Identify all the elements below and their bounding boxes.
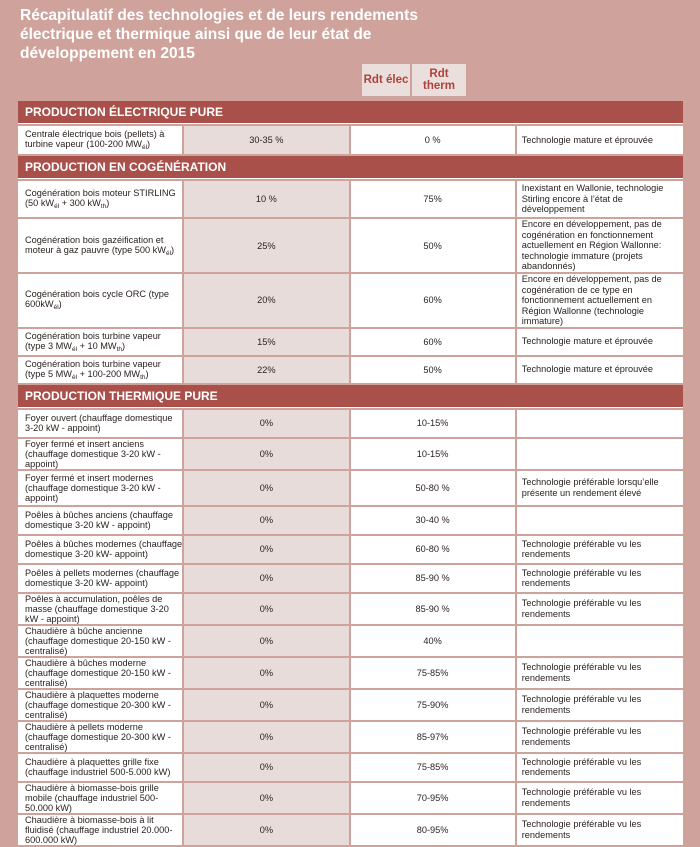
technology-table — [18, 99, 683, 847]
table-row — [18, 357, 683, 383]
development-comment — [517, 507, 683, 534]
section-label: PRODUCTION THERMIQUE PURE — [18, 385, 683, 408]
development-comment: Inexistant en Wallonie, technologie Stirling encore à l’état de développement — [517, 181, 683, 217]
technology-name — [18, 722, 184, 752]
table-row — [18, 126, 683, 154]
development-comment: Technologie préférable vu les rendements — [517, 754, 683, 781]
column-header-rdt-therm: Rdt therm — [412, 64, 466, 96]
technology-name-part: + 10 MW — [77, 340, 117, 351]
technology-name — [18, 754, 184, 781]
rdt-elec-value: 0% — [184, 471, 350, 505]
rdt-elec-value: 0% — [184, 565, 350, 592]
technology-name — [18, 783, 184, 813]
technology-name-part: él — [53, 304, 59, 312]
technology-name-part: th — [140, 373, 146, 381]
table-row — [18, 815, 683, 845]
technology-name-part: Chaudière à biomasse-bois grille mobile (chauffage industriel 500-50.000 kW) — [25, 782, 159, 813]
development-comment: Technologie préférable vu les rendements — [517, 815, 683, 845]
technology-name-part: Chaudière à bûche ancienne (chauffage domestique 20-150 kW - centralisé) — [25, 625, 171, 656]
development-comment: Technologie mature et éprouvée — [517, 126, 683, 154]
table-row — [18, 565, 683, 592]
technology-name-part: Chaudière à pellets moderne (chauffage domestique 20-300 kW - centralisé) — [25, 721, 171, 752]
technology-name-part: él — [141, 144, 148, 151]
technology-name — [18, 815, 184, 845]
technology-name — [18, 126, 184, 154]
technology-name — [18, 410, 184, 437]
development-comment — [517, 439, 683, 469]
technology-name-part: ) — [106, 198, 110, 208]
technology-name-part: Foyer fermé et insert modernes (chauffage domestique 3-20 kW - appoint) — [25, 472, 161, 503]
development-comment: Technologie préférable vu les rendements — [517, 658, 683, 688]
rdt-elec-value: 22% — [184, 357, 350, 383]
rdt-elec-value: 0% — [184, 690, 350, 720]
technology-name — [18, 329, 184, 355]
technology-name-part: él — [165, 249, 172, 257]
technology-name-part: ) — [58, 299, 62, 310]
development-comment — [517, 410, 683, 437]
technology-name-part: th — [100, 203, 107, 210]
development-comment: Technologie préférable vu les rendements — [517, 536, 683, 563]
development-comment: Technologie préférable vu les rendements — [517, 690, 683, 720]
technology-name-part: + 100-200 MW — [77, 368, 141, 379]
rdt-therm-value: 60% — [351, 274, 517, 327]
rdt-elec-value: 0% — [184, 815, 350, 845]
rdt-therm-value: 60% — [351, 329, 517, 355]
rdt-elec-value: 0% — [184, 594, 350, 624]
technology-name-part: Poêles à accumulation, poêles de masse (chauffage domestique 3-20 kW - appoint) — [25, 593, 169, 624]
technology-name — [18, 536, 184, 563]
rdt-therm-value: 50% — [351, 357, 517, 383]
technology-name-part: ) — [171, 244, 175, 255]
rdt-elec-value: 30-35 % — [184, 126, 350, 154]
table-row — [18, 783, 683, 813]
rdt-elec-value: 0% — [184, 722, 350, 752]
technology-name-part: Chaudière à bûches moderne (chauffage domestique 20-150 kW - centralisé) — [25, 657, 171, 688]
technology-name-part: Cogénération bois turbine vapeur (type 3 MW — [25, 330, 161, 351]
technology-name-part: él — [54, 203, 60, 210]
rdt-therm-value: 0 % — [351, 126, 517, 154]
rdt-elec-value: 0% — [184, 507, 350, 534]
table-row — [18, 471, 683, 505]
rdt-elec-value: 0% — [184, 439, 350, 469]
rdt-therm-value: 40% — [351, 626, 517, 656]
technology-name-part: th — [116, 345, 123, 353]
rdt-therm-value: 85-97% — [351, 722, 517, 752]
rdt-elec-value: 10 % — [184, 181, 350, 217]
rdt-elec-value: 25% — [184, 219, 350, 272]
technology-name-part: Foyer fermé et insert anciens (chauffage domestique 3-20 kW - appoint) — [25, 438, 161, 469]
technology-name-part: ) — [147, 139, 151, 149]
development-comment: Technologie préférable lorsqu’elle présente un rendement élevé — [517, 471, 683, 505]
rdt-therm-value: 10-15% — [351, 439, 517, 469]
table-row — [18, 329, 683, 355]
technology-name — [18, 658, 184, 688]
technology-name — [18, 507, 184, 534]
rdt-therm-value: 75-85% — [351, 754, 517, 781]
technology-name-part: Cogénération bois turbine vapeur (type 5 MW — [25, 358, 161, 379]
rdt-therm-value: 80-95% — [351, 815, 517, 845]
rdt-therm-value: 85-90 % — [351, 594, 517, 624]
technology-name — [18, 626, 184, 656]
table-row — [18, 722, 683, 752]
rdt-elec-value: 0% — [184, 626, 350, 656]
technology-name-part: + 300 kW — [59, 198, 101, 208]
rdt-therm-value: 30-40 % — [351, 507, 517, 534]
technology-name-part: Cogénération bois cycle ORC (type 600kW — [25, 289, 170, 310]
technology-name-part: Poêles à bûches anciens (chauffage domestique 3-20 kW - appoint) — [25, 510, 173, 530]
rdt-therm-value: 85-90 % — [351, 565, 517, 592]
development-comment: Technologie préférable vu les rendements — [517, 565, 683, 592]
development-comment: Encore en développement, pas de cogénération en fonctionnement actuellement en Région Wallonne: technologie immature (projets abandonnés) — [517, 219, 683, 272]
rdt-therm-value: 50% — [351, 219, 517, 272]
section-label: PRODUCTION EN COGÉNÉRATION — [18, 156, 683, 179]
technology-name-part: Cogénération bois gazéification et moteur à gaz pauvre (type 500 kW — [25, 234, 166, 255]
rdt-therm-value: 10-15% — [351, 410, 517, 437]
table-row — [18, 658, 683, 688]
table-row — [18, 219, 683, 272]
table-row — [18, 536, 683, 563]
development-comment: Encore en développement, pas de cogénération de ce type en fonctionnement actuellement en Région Wallonne (technologie immature) — [517, 274, 683, 327]
table-row — [18, 274, 683, 327]
technology-name — [18, 594, 184, 624]
section-header — [18, 101, 683, 124]
rdt-elec-value: 0% — [184, 536, 350, 563]
page-title: Récapitulatif des technologies et de leurs rendements électrique et thermique ainsi que de leur état de développement en 2015 — [20, 7, 418, 62]
technology-name-part: él — [71, 373, 78, 381]
technology-name-part: Cogénération bois moteur STIRLING (50 kW — [25, 188, 176, 208]
rdt-therm-value: 60-80 % — [351, 536, 517, 563]
rdt-therm-value: 75-85% — [351, 658, 517, 688]
development-comment: Technologie préférable vu les rendements — [517, 594, 683, 624]
table-row — [18, 181, 683, 217]
development-comment: Technologie mature et éprouvée — [517, 357, 683, 383]
technology-name-part: Poêles à pellets modernes (chauffage domestique 3-20 kW- appoint) — [25, 568, 180, 588]
technology-name — [18, 471, 184, 505]
table-row — [18, 410, 683, 437]
technology-name-part: Centrale électrique bois (pellets) à turbine vapeur (100-200 MW — [25, 129, 165, 149]
rdt-therm-value: 50-80 % — [351, 471, 517, 505]
technology-name-part: él — [71, 345, 78, 353]
section-header — [18, 156, 683, 179]
technology-name — [18, 690, 184, 720]
table-row — [18, 690, 683, 720]
section-header — [18, 385, 683, 408]
technology-name — [18, 439, 184, 469]
rdt-therm-value: 75% — [351, 181, 517, 217]
technology-name-part: Foyer ouvert (chauffage domestique 3-20 kW - appoint) — [25, 413, 173, 433]
technology-name — [18, 219, 184, 272]
column-header-rdt-elec: Rdt élec — [362, 64, 410, 96]
technology-name — [18, 181, 184, 217]
development-comment — [517, 626, 683, 656]
section-label: PRODUCTION ÉLECTRIQUE PURE — [18, 101, 683, 124]
technology-name — [18, 565, 184, 592]
table-row — [18, 507, 683, 534]
technology-name-part: ) — [145, 368, 149, 379]
rdt-elec-value: 20% — [184, 274, 350, 327]
rdt-elec-value: 0% — [184, 658, 350, 688]
technology-name-part: ) — [122, 340, 126, 351]
technology-name-part: Poêles à bûches modernes (chauffage domestique 3-20 kW- appoint) — [25, 539, 183, 559]
table-row — [18, 626, 683, 656]
rdt-elec-value: 15% — [184, 329, 350, 355]
technology-name-part: Chaudière à plaquettes moderne (chauffage domestique 20-300 kW - centralisé) — [25, 689, 171, 720]
technology-name-part: Chaudière à biomasse-bois à lit fluidisé (chauffage industriel 20.000-600.000 kW) — [25, 814, 173, 845]
development-comment: Technologie préférable vu les rendements — [517, 783, 683, 813]
rdt-therm-value: 70-95% — [351, 783, 517, 813]
table-row — [18, 754, 683, 781]
development-comment: Technologie préférable vu les rendements — [517, 722, 683, 752]
table-row — [18, 439, 683, 469]
technology-name — [18, 357, 184, 383]
rdt-elec-value: 0% — [184, 410, 350, 437]
rdt-elec-value: 0% — [184, 754, 350, 781]
development-comment: Technologie mature et éprouvée — [517, 329, 683, 355]
technology-name-part: Chaudière à plaquettes grille fixe (chauffage industriel 500-5.000 kW) — [25, 757, 171, 777]
rdt-elec-value: 0% — [184, 783, 350, 813]
rdt-therm-value: 75-90% — [351, 690, 517, 720]
table-row — [18, 594, 683, 624]
technology-name — [18, 274, 184, 327]
